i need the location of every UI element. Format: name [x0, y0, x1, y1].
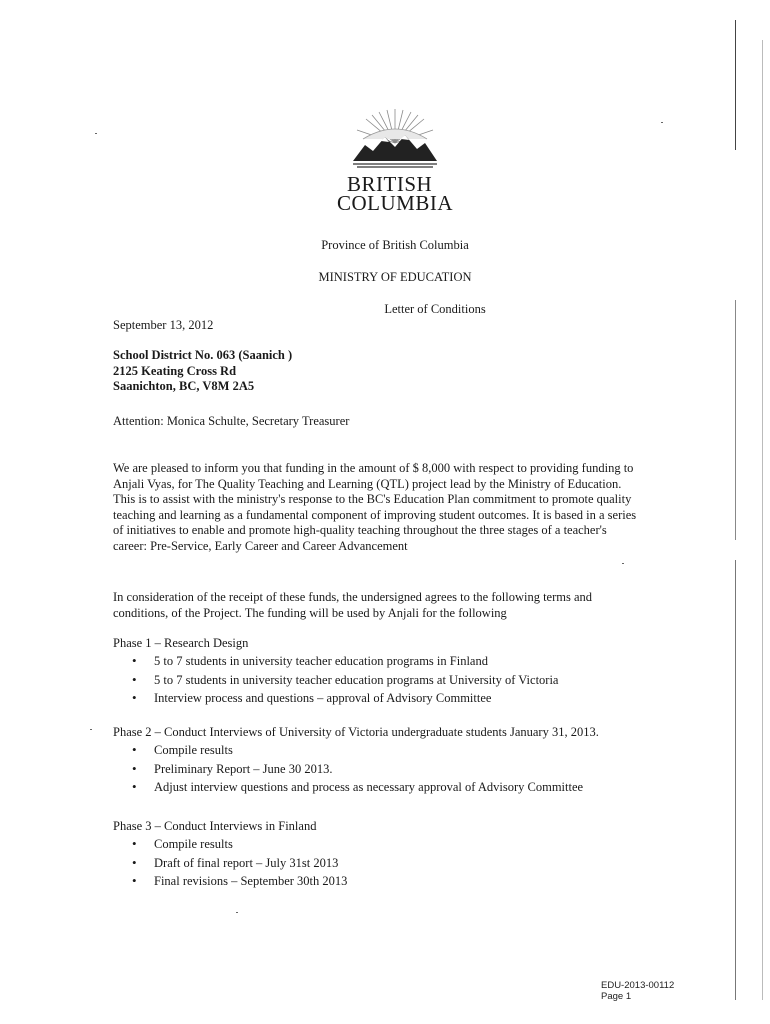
letter-date: September 13, 2012 [113, 318, 214, 332]
paragraph-line: career: Pre-Service, Early Career and Career Advancement [113, 538, 408, 553]
recipient-name: School District No. 063 (Saanich ) [113, 348, 293, 362]
scan-edge-line [735, 560, 736, 1000]
page-footer [601, 980, 674, 1002]
scan-edge-line [762, 40, 763, 1000]
bc-logo [335, 105, 455, 215]
phase-2-list [113, 741, 673, 797]
recipient-city: Saanichton, BC, V8M 2A5 [113, 379, 255, 393]
list-item: • 5 to 7 students in university teacher education programs at University of Victoria [113, 671, 673, 690]
bc-crest-icon [335, 105, 455, 175]
scan-speck [90, 729, 92, 730]
scan-speck [95, 133, 97, 134]
list-item: • Adjust interview questions and process as necessary approval of Advisory Committee [113, 778, 673, 797]
paragraph-line: In consideration of the receipt of these funds, the undersigned agrees to the following terms and [113, 590, 593, 604]
list-item: • Draft of final report – July 31st 2013 [113, 854, 673, 873]
phase-3-title: Phase 3 – Conduct Interviews in Finland [113, 819, 317, 833]
paragraph-line: This is to assist with the ministry's response to the BC's Education Plan commitment to promote quality [113, 492, 632, 507]
document-id: EDU-2013-00112 [601, 980, 675, 991]
scan-speck [236, 912, 238, 913]
phase-1-title: Phase 1 – Research Design [113, 636, 249, 650]
list-item: • Compile results [113, 741, 673, 760]
scan-edge-line [735, 20, 736, 150]
paragraph-line: Anjali Vyas, for The Quality Teaching and Learning (QTL) project lead by the Ministry of Education. [113, 476, 622, 491]
scan-edge-line [735, 300, 736, 540]
scan-speck [661, 122, 663, 123]
paragraph-line: teaching and learning as a fundamental component of improving student outcomes. It is based in a series [113, 507, 637, 522]
list-item: • 5 to 7 students in university teacher education programs in Finland [113, 652, 673, 671]
list-item: • Preliminary Report – June 30 2013. [113, 760, 673, 779]
paragraph-line: conditions, of the Project. The funding will be used by Anjali for the following [113, 605, 507, 620]
ministry-heading: MINISTRY OF EDUCATION [318, 270, 472, 284]
recipient-block [113, 348, 292, 395]
list-item: • Compile results [113, 835, 673, 854]
list-item: • Interview process and questions – approval of Advisory Committee [113, 689, 673, 708]
province-heading: Province of British Columbia [321, 238, 469, 252]
attention-line: Attention: Monica Schulte, Secretary Treasurer [113, 414, 350, 428]
paragraph-line: of initiatives to enable and promote high-quality teaching throughout the three stages of a teacher's [113, 523, 607, 538]
logo-line-columbia: COLUMBIA [337, 191, 454, 215]
letter-title: Letter of Conditions [384, 302, 486, 316]
phase-2-title: Phase 2 – Conduct Interviews of University of Victoria undergraduate students January 31, 2013. [113, 725, 599, 739]
recipient-street: 2125 Keating Cross Rd [113, 363, 237, 378]
list-item: • Final revisions – September 30th 2013 [113, 872, 673, 891]
phase-1-list [113, 652, 673, 708]
phase-3-list [113, 835, 673, 891]
body-paragraph-2 [113, 590, 673, 621]
body-paragraph-1 [113, 461, 673, 555]
paragraph-line: We are pleased to inform you that funding in the amount of $ 8,000 with respect to providing funding to [113, 461, 634, 475]
scan-speck [622, 563, 624, 564]
logo-line-british: BRITISH [347, 172, 433, 196]
page-number: Page 1 [601, 991, 632, 1002]
